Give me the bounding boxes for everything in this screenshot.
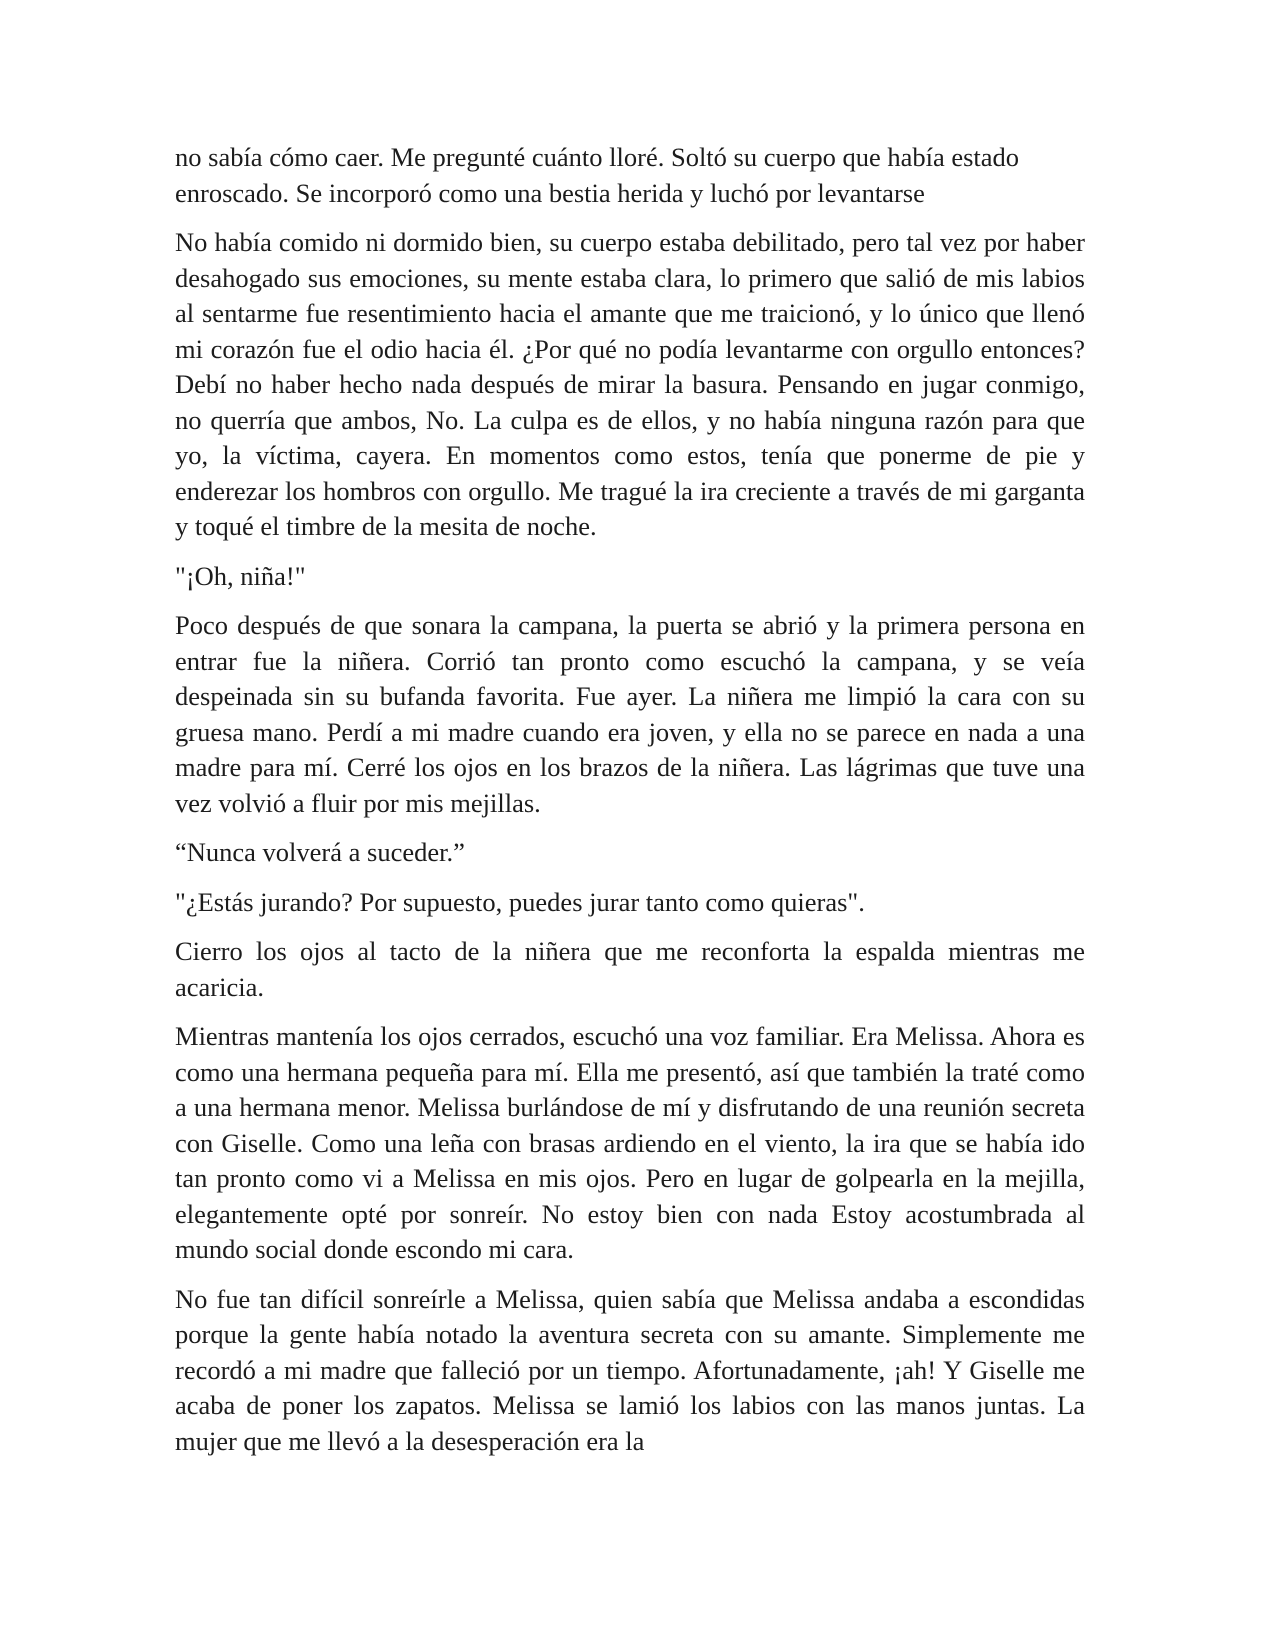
paragraph-9: No fue tan difícil sonreírle a Melissa, quien sabía que Melissa andaba a escondidas porque la gente había notado la aventura secreta con su amante. Simplemente me recordó a mi madre que falleció por un tiempo. Afortunadamente, ¡ah! Y Giselle me acaba de poner los zapatos. Melissa se lamió los labios con las manos juntas. La mujer que me llevó a la desesperación era la (175, 1283, 1085, 1456)
dialogue-nunca-volvera: “Nunca volverá a suceder.” (175, 837, 465, 867)
paragraph-4: Poco después de que sonara la campana, la puerta se abrió y la primera persona en entrar fue la niñera. Corrió tan pronto como escuchó la campana, y se veía despeinada sin su bufanda favorita. Fue ayer. La niñera me limpió la cara con su gruesa mano. Perdí a mi madre cuando era joven, y ella no se parece en nada a una madre para mí. Cerré los ojos en los brazos de la niñera. Las lágrimas que tuve una vez volvió a fluir por mis mejillas. (175, 610, 1085, 818)
paragraph-2: No había comido ni dormido bien, su cuerpo estaba debilitado, pero tal vez por haber desahogado sus emociones, su mente estaba clara, lo primero que salió de mis labios al sentarme fue resentimiento hacia el amante que me traicionó, y lo único que llenó mi corazón fue el odio hacia él. ¿Por qué no podía levantarme con orgullo entonces? Debí no haber hecho nada después de mirar la basura. Pensando en jugar conmigo, no querría que ambos, No. La culpa es de ellos, y no había ninguna razón para que yo, la víctima, cayera. En momentos como estos, tenía que ponerme de pie y enderezar los hombros con orgullo. Me tragué la ira creciente a través de mi garganta y toqué el timbre de la mesita de noche. (175, 227, 1085, 541)
paragraph-7: Cierro los ojos al tacto de la niñera que me reconforta la espalda mientras me acaricia. (175, 936, 1085, 1002)
paragraph-1: no sabía cómo caer. Me pregunté cuánto lloré. Soltó su cuerpo que había estado enroscado. Se incorporó como una bestia herida y luchó por levantarse (175, 142, 1020, 208)
paragraph-8: Mientras mantenía los ojos cerrados, escuchó una voz familiar. Era Melissa. Ahora es como una hermana pequeña para mí. Ella me presentó, así que también la traté como a una hermana menor. Melissa burlándose de mí y disfrutando de una reunión secreta con Giselle. Como una leña con brasas ardiendo en el viento, la ira que se había ido tan pronto como vi a Melissa en mis ojos. Pero en lugar de golpearla en la mejilla, elegantemente opté por sonreír. No estoy bien con nada Estoy acostumbrada al mundo social donde escondo mi cara. (175, 1021, 1085, 1264)
dialogue-oh-nina: "¡Oh, niña!" (175, 560, 306, 591)
dialogue-estas-jurando: "¿Estás jurando? Por supuesto, puedes jurar tanto como quieras". (175, 886, 865, 917)
document-page (175, 140, 1085, 1473)
